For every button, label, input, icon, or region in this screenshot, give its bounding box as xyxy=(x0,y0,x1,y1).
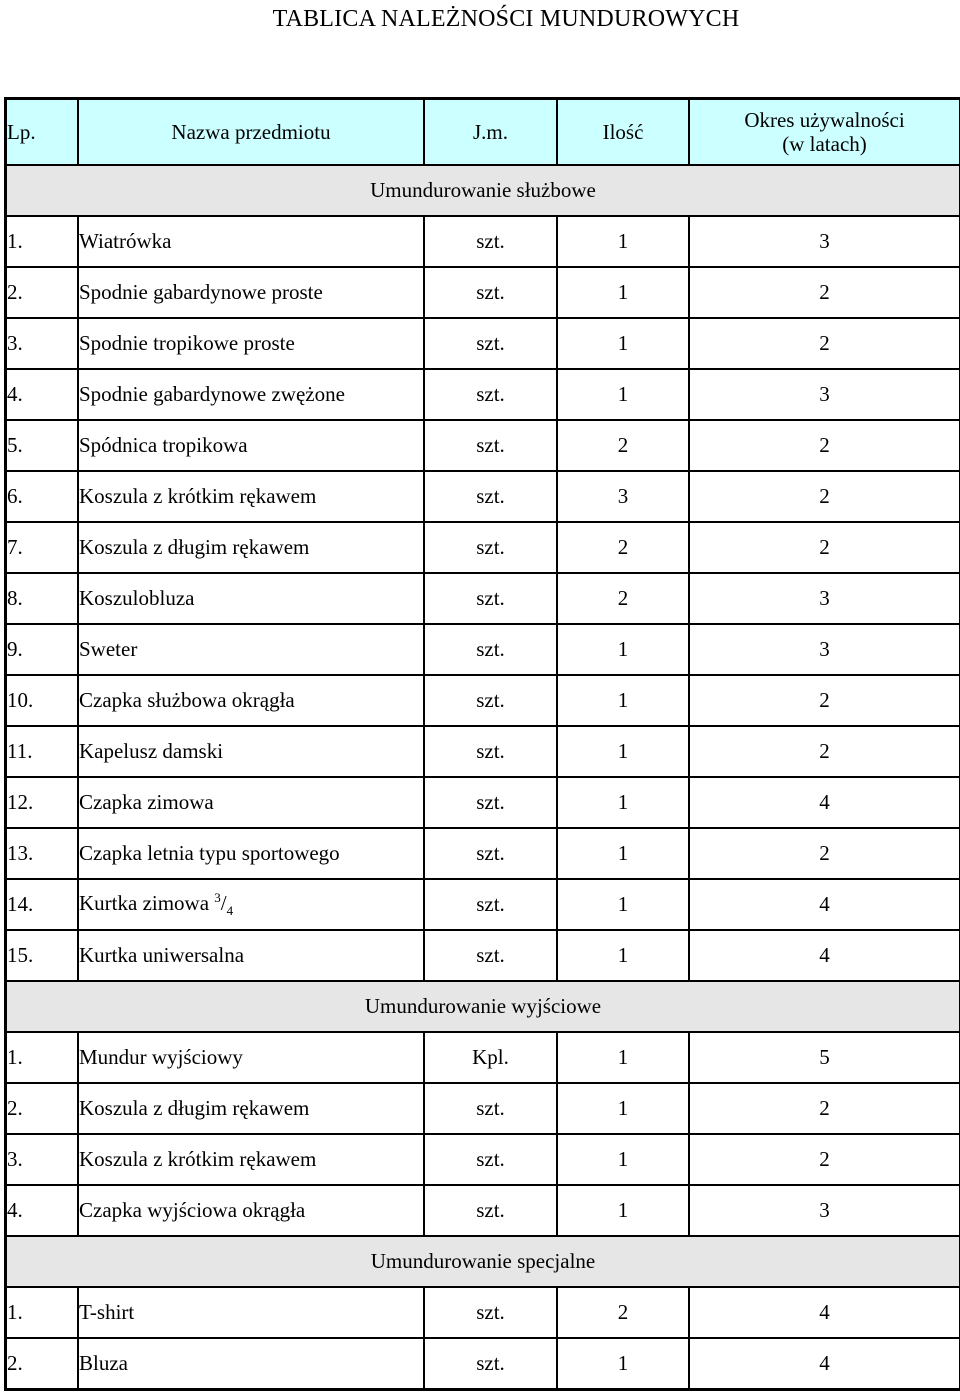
cell-quantity: 1 xyxy=(558,931,690,982)
item-name-text: Koszula z długim rękawem xyxy=(79,1096,310,1120)
table-row xyxy=(7,829,959,880)
table-row xyxy=(7,370,959,421)
cell-lp: 13. xyxy=(7,829,79,880)
fraction-denominator: 4 xyxy=(226,903,234,919)
cell-item-name xyxy=(79,1084,425,1135)
cell-unit: szt. xyxy=(425,931,558,982)
item-name-text: Kurtka uniwersalna xyxy=(79,943,245,967)
cell-quantity: 1 xyxy=(558,370,690,421)
cell-item-name xyxy=(79,1186,425,1237)
cell-quantity: 1 xyxy=(558,1135,690,1186)
item-name-text: Koszula z krótkim rękawem xyxy=(79,1147,317,1171)
cell-lp: 7. xyxy=(7,523,79,574)
cell-unit: szt. xyxy=(425,1135,558,1186)
cell-unit: szt. xyxy=(425,829,558,880)
cell-item-name xyxy=(79,727,425,778)
table-row xyxy=(7,217,959,268)
cell-item-name xyxy=(79,931,425,982)
cell-quantity: 2 xyxy=(558,1288,690,1339)
item-name-text: Spódnica tropikowa xyxy=(79,433,248,457)
cell-item-name xyxy=(79,574,425,625)
cell-item-name xyxy=(79,778,425,829)
cell-lp: 1. xyxy=(7,1288,79,1339)
table-row xyxy=(7,880,959,931)
cell-usage-period: 2 xyxy=(690,319,959,370)
uniform-allowance-table xyxy=(4,97,960,1391)
header-usage-period-line2: (w latach) xyxy=(782,132,867,156)
cell-lp: 1. xyxy=(7,1033,79,1084)
cell-item-name xyxy=(79,268,425,319)
cell-usage-period: 4 xyxy=(690,778,959,829)
cell-unit: szt. xyxy=(425,625,558,676)
item-name-text: Czapka zimowa xyxy=(79,790,214,814)
header-usage-period-line1: Okres używalności xyxy=(744,108,905,132)
cell-unit: szt. xyxy=(425,727,558,778)
cell-lp: 14. xyxy=(7,880,79,931)
cell-lp: 4. xyxy=(7,370,79,421)
cell-item-name xyxy=(79,523,425,574)
table-row xyxy=(7,1084,959,1135)
table-row xyxy=(7,574,959,625)
cell-unit: szt. xyxy=(425,880,558,931)
table-row xyxy=(7,625,959,676)
cell-usage-period: 2 xyxy=(690,523,959,574)
item-name-text: Bluza xyxy=(79,1351,128,1375)
cell-lp: 2. xyxy=(7,1339,79,1388)
item-name-text: Kapelusz damski xyxy=(79,739,224,763)
cell-item-name xyxy=(79,472,425,523)
cell-usage-period: 2 xyxy=(690,268,959,319)
cell-quantity: 1 xyxy=(558,829,690,880)
item-name-text: Sweter xyxy=(79,637,138,661)
cell-quantity: 1 xyxy=(558,1339,690,1388)
item-name-text: Czapka wyjściowa okrągła xyxy=(79,1198,306,1222)
cell-quantity: 1 xyxy=(558,217,690,268)
cell-unit: Kpl. xyxy=(425,1033,558,1084)
table-row xyxy=(7,727,959,778)
cell-quantity: 1 xyxy=(558,1084,690,1135)
cell-unit: szt. xyxy=(425,217,558,268)
cell-usage-period: 4 xyxy=(690,880,959,931)
cell-lp: 2. xyxy=(7,1084,79,1135)
cell-item-name xyxy=(79,829,425,880)
cell-usage-period: 3 xyxy=(690,370,959,421)
table-row xyxy=(7,931,959,982)
header-name: Nazwa przedmiotu xyxy=(79,100,425,166)
cell-lp: 2. xyxy=(7,268,79,319)
cell-quantity: 1 xyxy=(558,778,690,829)
cell-unit: szt. xyxy=(425,319,558,370)
cell-unit: szt. xyxy=(425,1339,558,1388)
cell-usage-period: 3 xyxy=(690,1186,959,1237)
cell-quantity: 1 xyxy=(558,727,690,778)
cell-item-name xyxy=(79,1288,425,1339)
cell-quantity: 2 xyxy=(558,421,690,472)
cell-usage-period: 2 xyxy=(690,472,959,523)
cell-unit: szt. xyxy=(425,574,558,625)
page-title: TABLICA NALEŻNOŚCI MUNDUROWYCH xyxy=(272,6,740,32)
cell-unit: szt. xyxy=(425,370,558,421)
cell-quantity: 3 xyxy=(558,472,690,523)
cell-quantity: 1 xyxy=(558,625,690,676)
fraction-slash: / xyxy=(220,890,227,915)
cell-usage-period: 2 xyxy=(690,421,959,472)
cell-unit: szt. xyxy=(425,778,558,829)
cell-usage-period: 4 xyxy=(690,1288,959,1339)
section-title: Umundurowanie wyjściowe xyxy=(7,982,959,1033)
header-row xyxy=(7,100,959,166)
cell-quantity: 1 xyxy=(558,1186,690,1237)
cell-quantity: 1 xyxy=(558,268,690,319)
section-title: Umundurowanie specjalne xyxy=(7,1237,959,1288)
cell-quantity: 1 xyxy=(558,1033,690,1084)
cell-quantity: 1 xyxy=(558,880,690,931)
cell-item-name xyxy=(79,1135,425,1186)
item-name-text: Spodnie gabardynowe proste xyxy=(79,280,323,304)
cell-item-name xyxy=(79,319,425,370)
cell-quantity: 1 xyxy=(558,676,690,727)
header-lp: Lp. xyxy=(7,100,79,166)
item-name-text: Koszulobluza xyxy=(79,586,195,610)
fraction-numerator: 3 xyxy=(214,889,221,905)
cell-usage-period: 2 xyxy=(690,1135,959,1186)
table-row xyxy=(7,268,959,319)
table-header xyxy=(7,100,959,166)
cell-usage-period: 2 xyxy=(690,727,959,778)
cell-item-name xyxy=(79,1033,425,1084)
item-name-text: Czapka służbowa okrągła xyxy=(79,688,295,712)
table-row xyxy=(7,319,959,370)
cell-unit: szt. xyxy=(425,1186,558,1237)
section-row xyxy=(7,982,959,1033)
item-name-text: Wiatrówka xyxy=(79,229,172,253)
table-row xyxy=(7,472,959,523)
section-row xyxy=(7,166,959,217)
cell-quantity: 2 xyxy=(558,574,690,625)
cell-lp: 9. xyxy=(7,625,79,676)
header-usage-period xyxy=(690,100,959,166)
cell-item-name xyxy=(79,625,425,676)
cell-lp: 3. xyxy=(7,319,79,370)
item-name-text: Kurtka zimowa xyxy=(79,890,210,915)
table-row xyxy=(7,1339,959,1388)
cell-unit: szt. xyxy=(425,1084,558,1135)
cell-lp: 4. xyxy=(7,1186,79,1237)
item-name-text: Koszula z długim rękawem xyxy=(79,535,310,559)
cell-lp: 6. xyxy=(7,472,79,523)
cell-lp: 10. xyxy=(7,676,79,727)
item-name-text: Mundur wyjściowy xyxy=(79,1045,243,1069)
cell-item-name xyxy=(79,676,425,727)
table-row xyxy=(7,676,959,727)
table-row xyxy=(7,1135,959,1186)
item-name-text: Koszula z krótkim rękawem xyxy=(79,484,317,508)
item-name-text: Spodnie gabardynowe zwężone xyxy=(79,382,345,406)
cell-quantity: 2 xyxy=(558,523,690,574)
table-row xyxy=(7,523,959,574)
cell-lp: 11. xyxy=(7,727,79,778)
table-row xyxy=(7,1288,959,1339)
cell-lp: 12. xyxy=(7,778,79,829)
cell-usage-period: 4 xyxy=(690,931,959,982)
table-row xyxy=(7,1186,959,1237)
cell-unit: szt. xyxy=(425,421,558,472)
header-quantity: Ilość xyxy=(558,100,690,166)
table-row xyxy=(7,778,959,829)
cell-usage-period: 2 xyxy=(690,1084,959,1135)
cell-lp: 3. xyxy=(7,1135,79,1186)
cell-lp: 5. xyxy=(7,421,79,472)
cell-usage-period: 2 xyxy=(690,829,959,880)
item-name-text: Czapka letnia typu sportowego xyxy=(79,841,340,865)
cell-unit: szt. xyxy=(425,268,558,319)
cell-lp: 1. xyxy=(7,217,79,268)
header-unit: J.m. xyxy=(425,100,558,166)
table-body xyxy=(7,166,959,1388)
cell-unit: szt. xyxy=(425,472,558,523)
cell-lp: 8. xyxy=(7,574,79,625)
table-row xyxy=(7,421,959,472)
cell-item-name xyxy=(79,880,425,931)
item-name-text: Spodnie tropikowe proste xyxy=(79,331,295,355)
cell-quantity: 1 xyxy=(558,319,690,370)
item-name-text: T-shirt xyxy=(79,1300,135,1324)
table-row xyxy=(7,1033,959,1084)
cell-usage-period: 4 xyxy=(819,1351,830,1375)
cell-usage-period: 3 xyxy=(690,574,959,625)
cell-item-name xyxy=(79,370,425,421)
section-title: Umundurowanie służbowe xyxy=(7,166,959,217)
cell-usage-period: 3 xyxy=(690,217,959,268)
cell-unit: szt. xyxy=(425,1288,558,1339)
cell-usage-period: 3 xyxy=(690,625,959,676)
cell-item-name xyxy=(79,421,425,472)
cell-unit: szt. xyxy=(425,676,558,727)
section-row xyxy=(7,1237,959,1288)
cell-item-name xyxy=(79,1339,425,1388)
cell-usage-period: 2 xyxy=(690,676,959,727)
cell-item-name xyxy=(79,217,425,268)
cell-usage-period: 5 xyxy=(690,1033,959,1084)
cell-lp: 15. xyxy=(7,931,79,982)
cell-unit: szt. xyxy=(425,523,558,574)
